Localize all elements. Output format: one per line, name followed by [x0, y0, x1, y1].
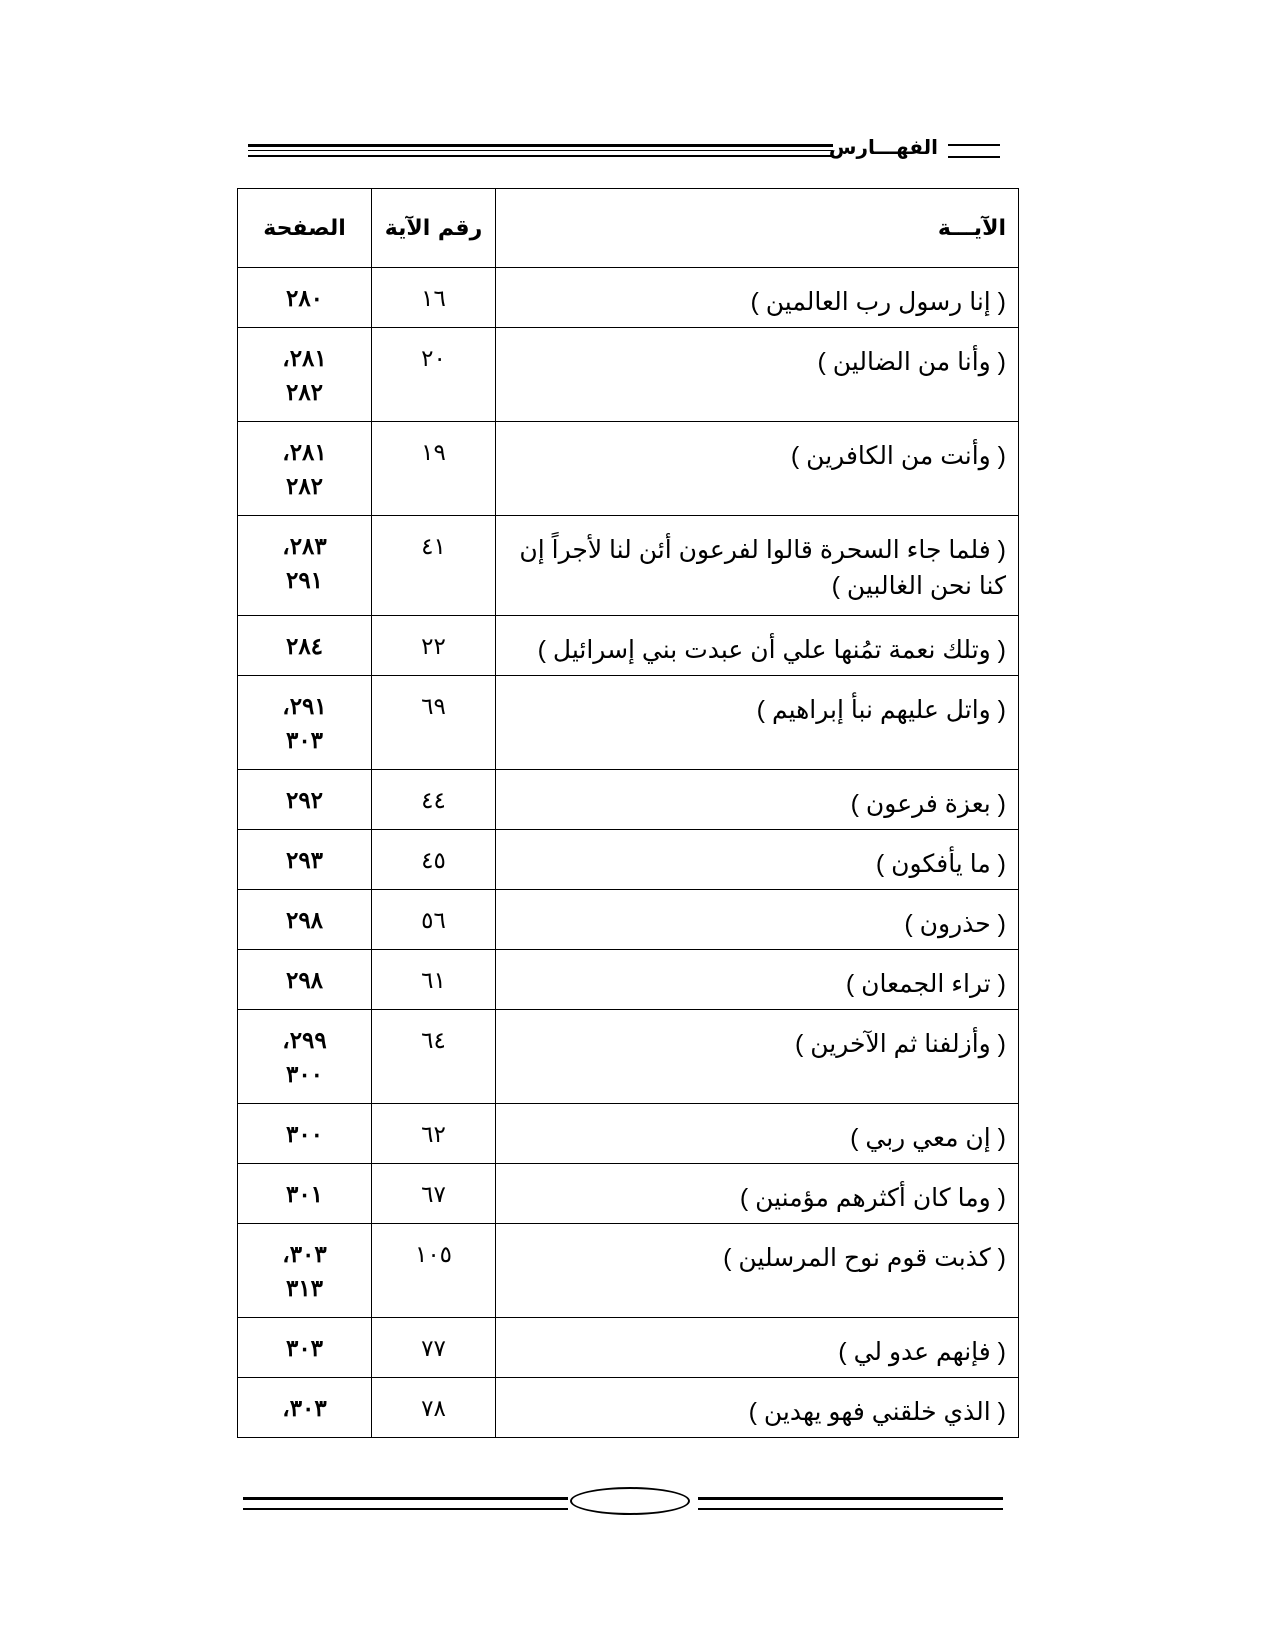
verse-cell: ( وأنا من الضالين ): [496, 328, 1019, 422]
verse-number-cell: ١٠٥: [372, 1224, 496, 1318]
table-row: [238, 1378, 1019, 1438]
verse-cell: ( وتلك نعمة تمُنها علي أن عبدت بني إسرائيل ): [496, 616, 1019, 676]
verse-number-cell: ٦٤: [372, 1010, 496, 1104]
page-footer: [243, 1487, 1003, 1517]
verses-index-table: [237, 188, 1019, 1438]
verse-number-cell: ٦٧: [372, 1164, 496, 1224]
column-header-verse: الآيـــة: [496, 189, 1019, 268]
table-row: [238, 1010, 1019, 1104]
page-number: ٣٠٣: [285, 1335, 324, 1362]
verse-cell: ( كذبت قوم نوح المرسلين ): [496, 1224, 1019, 1318]
page-number: ٢٩٩،: [282, 1027, 327, 1054]
verse-number-cell: ٥٦: [372, 890, 496, 950]
page-cell: [238, 676, 372, 770]
page-number: ٣٠١: [285, 1181, 324, 1208]
verse-number-cell: ٦١: [372, 950, 496, 1010]
page-number: ٢٨٣،: [282, 533, 327, 560]
page-number: ٢٨٤: [285, 633, 324, 660]
page-number: ٢٩١،: [282, 693, 327, 720]
page-number: ٣٠٠: [285, 1061, 324, 1088]
table-row: [238, 950, 1019, 1010]
footer-page-number-oval: [570, 1487, 690, 1515]
column-header-page: الصفحة: [238, 189, 372, 268]
page-number: ٣٠٠: [285, 1121, 324, 1148]
column-header-verse-number: رقم الآية: [372, 189, 496, 268]
table-row: [238, 676, 1019, 770]
page-cell: [238, 830, 372, 890]
verse-cell: ( إنا رسول رب العالمين ): [496, 268, 1019, 328]
header-title: الفهـــارس: [828, 135, 938, 159]
page-cell: [238, 328, 372, 422]
page-number: ٣٠٣،: [282, 1395, 327, 1422]
verse-number-cell: ٢٢: [372, 616, 496, 676]
table-row: [238, 616, 1019, 676]
verse-number-cell: ٦٢: [372, 1104, 496, 1164]
verse-number-cell: ٧٧: [372, 1318, 496, 1378]
table-row: [238, 890, 1019, 950]
footer-rule-right: [698, 1497, 1003, 1510]
page-header: [248, 132, 1000, 162]
verse-cell: ( حذرون ): [496, 890, 1019, 950]
verse-cell: ( فلما جاء السحرة قالوا لفرعون أئن لنا لأجراً إن كنا نحن الغالبين ): [496, 516, 1019, 616]
page-cell: [238, 890, 372, 950]
table-header-row: [238, 189, 1019, 268]
table-row: [238, 1164, 1019, 1224]
verse-cell: ( فإنهم عدو لي ): [496, 1318, 1019, 1378]
header-rule-right: [948, 144, 1000, 158]
verse-number-cell: ٢٠: [372, 328, 496, 422]
verse-number-cell: ٦٩: [372, 676, 496, 770]
verse-number-cell: ٤٤: [372, 770, 496, 830]
page-number: ٣٠٣،: [282, 1241, 327, 1268]
page-number: ٣١٣: [285, 1275, 324, 1302]
verse-number-cell: ٤٥: [372, 830, 496, 890]
table-row: [238, 770, 1019, 830]
verse-cell: ( بعزة فرعون ): [496, 770, 1019, 830]
page-cell: [238, 268, 372, 328]
verse-number-cell: ١٦: [372, 268, 496, 328]
page-cell: [238, 1164, 372, 1224]
page-cell: [238, 422, 372, 516]
verse-cell: ( ما يأفكون ): [496, 830, 1019, 890]
verse-cell: ( الذي خلقني فهو يهدين ): [496, 1378, 1019, 1438]
page-cell: [238, 1104, 372, 1164]
footer-rule-left: [243, 1497, 568, 1510]
table-row: [238, 1224, 1019, 1318]
table-row: [238, 830, 1019, 890]
verse-cell: ( تراء الجمعان ): [496, 950, 1019, 1010]
page-cell: [238, 1010, 372, 1104]
table-row: [238, 1318, 1019, 1378]
page-number: ٢٩٣: [285, 847, 324, 874]
page-cell: [238, 1318, 372, 1378]
verse-number-cell: ٤١: [372, 516, 496, 616]
page-cell: [238, 1378, 372, 1438]
table-body: [238, 268, 1019, 1438]
page-number: ٣٠٣: [285, 727, 324, 754]
page-number: ٢٨٢: [285, 473, 324, 500]
verse-cell: ( إن معي ربي ): [496, 1104, 1019, 1164]
page-cell: [238, 770, 372, 830]
table-row: [238, 1104, 1019, 1164]
page-number: ٢٨٢: [285, 379, 324, 406]
verse-cell: ( وأنت من الكافرين ): [496, 422, 1019, 516]
table-row: [238, 516, 1019, 616]
page-number: ٢٨٠: [285, 285, 324, 312]
verse-cell: ( واتل عليهم نبأ إبراهيم ): [496, 676, 1019, 770]
table-row: [238, 422, 1019, 516]
header-rule-left: [248, 144, 833, 157]
page-cell: [238, 1224, 372, 1318]
page-number: ٢٩٢: [285, 787, 324, 814]
page-number: ٢٩٨: [285, 967, 324, 994]
page-cell: [238, 616, 372, 676]
verse-cell: ( وأزلفنا ثم الآخرين ): [496, 1010, 1019, 1104]
verse-number-cell: ١٩: [372, 422, 496, 516]
page-number: ٢٨١،: [282, 439, 327, 466]
page-number: ٢٩٨: [285, 907, 324, 934]
page-number: ٢٨١،: [282, 345, 327, 372]
table-row: [238, 268, 1019, 328]
verse-cell: ( وما كان أكثرهم مؤمنين ): [496, 1164, 1019, 1224]
page-cell: [238, 516, 372, 616]
table-row: [238, 328, 1019, 422]
page-cell: [238, 950, 372, 1010]
page-number: ٢٩١: [285, 567, 324, 594]
verse-number-cell: ٧٨: [372, 1378, 496, 1438]
